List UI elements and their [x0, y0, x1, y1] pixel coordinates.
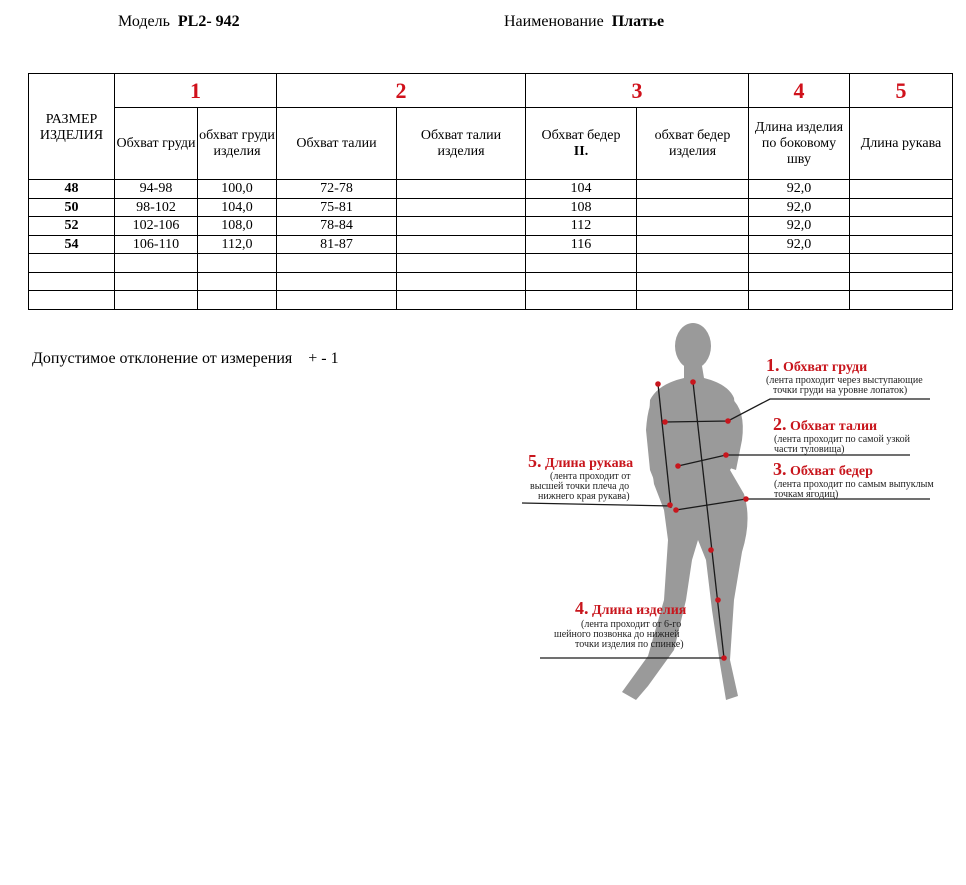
size-cell: 48 — [29, 180, 115, 199]
svg-text:точки изделия по спинке): точки изделия по спинке) — [575, 639, 684, 650]
group-number: 4 — [749, 74, 850, 108]
svg-text:нижнего края рукава): нижнего края рукава) — [538, 491, 630, 502]
size-cell: 50 — [29, 198, 115, 217]
value-cell: 81-87 — [277, 235, 397, 254]
value-cell: 104,0 — [198, 198, 277, 217]
value-cell: 100,0 — [198, 180, 277, 199]
svg-text:4. Длина изделия: 4. Длина изделия — [575, 598, 687, 618]
value-cell: 78-84 — [277, 217, 397, 236]
model-value: PL2- 942 — [177, 13, 240, 30]
svg-text:1. Обхват груди: 1. Обхват груди — [766, 355, 868, 375]
size-header-cell: РАЗМЕР ИЗДЕЛИЯ — [29, 74, 115, 180]
value-cell: 92,0 — [749, 217, 850, 236]
svg-text:(лента проходит от: (лента проходит от — [550, 471, 631, 482]
hip-header-text: Обхват бедер — [541, 127, 621, 143]
svg-text:(лента проходит по самой узкой: (лента проходит по самой узкой — [774, 434, 910, 445]
size-cell: 52 — [29, 217, 115, 236]
svg-text:точкам ягодиц): точкам ягодиц) — [774, 489, 839, 500]
column-header: Обхват талии — [277, 108, 397, 180]
size-cell: 54 — [29, 235, 115, 254]
name-value: Платье — [611, 13, 665, 30]
value-cell: 98-102 — [115, 198, 198, 217]
group-number: 1 — [115, 74, 277, 108]
hip-header-suffix: II. — [573, 143, 589, 159]
value-cell: 104 — [526, 180, 637, 199]
value-cell: 108 — [526, 198, 637, 217]
label-hips — [773, 459, 934, 500]
svg-text:(лента проходит через выступаю: (лента проходит через выступающие — [766, 375, 923, 386]
svg-text:3. Обхват бедер: 3. Обхват бедер — [773, 459, 873, 479]
label-sleeve — [528, 451, 633, 502]
svg-text:5. Длина рукава: 5. Длина рукава — [528, 451, 634, 471]
model-label: Модель — [118, 13, 170, 30]
value-cell: 102-106 — [115, 217, 198, 236]
value-cell: 112 — [526, 217, 637, 236]
column-header: Длина изделия по боковому шву — [749, 108, 850, 180]
column-header: Обхват талии изделия — [397, 108, 526, 180]
value-cell: 92,0 — [749, 180, 850, 199]
column-header: обхват бедер изделия — [637, 108, 749, 180]
value-cell: 94-98 — [115, 180, 198, 199]
tolerance-value: + - 1 — [308, 350, 339, 367]
value-cell: 75-81 — [277, 198, 397, 217]
group-number: 5 — [850, 74, 953, 108]
value-cell: 92,0 — [749, 235, 850, 254]
column-header: Обхват груди — [115, 108, 198, 180]
svg-text:точки груди на уровне лопаток): точки груди на уровне лопаток) — [773, 385, 908, 396]
column-header: обхват груди изделия — [198, 108, 277, 180]
svg-text:2. Обхват талии: 2. Обхват талии — [773, 414, 878, 434]
label-waist — [773, 414, 911, 455]
value-cell: 112,0 — [198, 235, 277, 254]
svg-text:части туловища): части туловища) — [774, 444, 845, 455]
group-number: 3 — [526, 74, 749, 108]
tolerance-label: Допустимое отклонение от измерения — [32, 350, 293, 367]
svg-text:(лента проходит от 6-го: (лента проходит от 6-го — [581, 619, 682, 630]
label-length — [554, 598, 687, 650]
column-header: Длина рукава — [850, 108, 953, 180]
label-chest — [766, 355, 923, 396]
svg-text:высшей точки плеча до: высшей точки плеча до — [530, 481, 630, 492]
name-label: Наименование — [504, 13, 604, 30]
value-cell: 108,0 — [198, 217, 277, 236]
svg-text:шейного позвонка до нижней: шейного позвонка до нижней — [554, 629, 680, 640]
value-cell: 92,0 — [749, 198, 850, 217]
value-cell: 116 — [526, 235, 637, 254]
value-cell: 72-78 — [277, 180, 397, 199]
svg-text:(лента проходит по самым выпук: (лента проходит по самым выпуклым — [774, 479, 934, 490]
group-number: 2 — [277, 74, 526, 108]
value-cell: 106-110 — [115, 235, 198, 254]
